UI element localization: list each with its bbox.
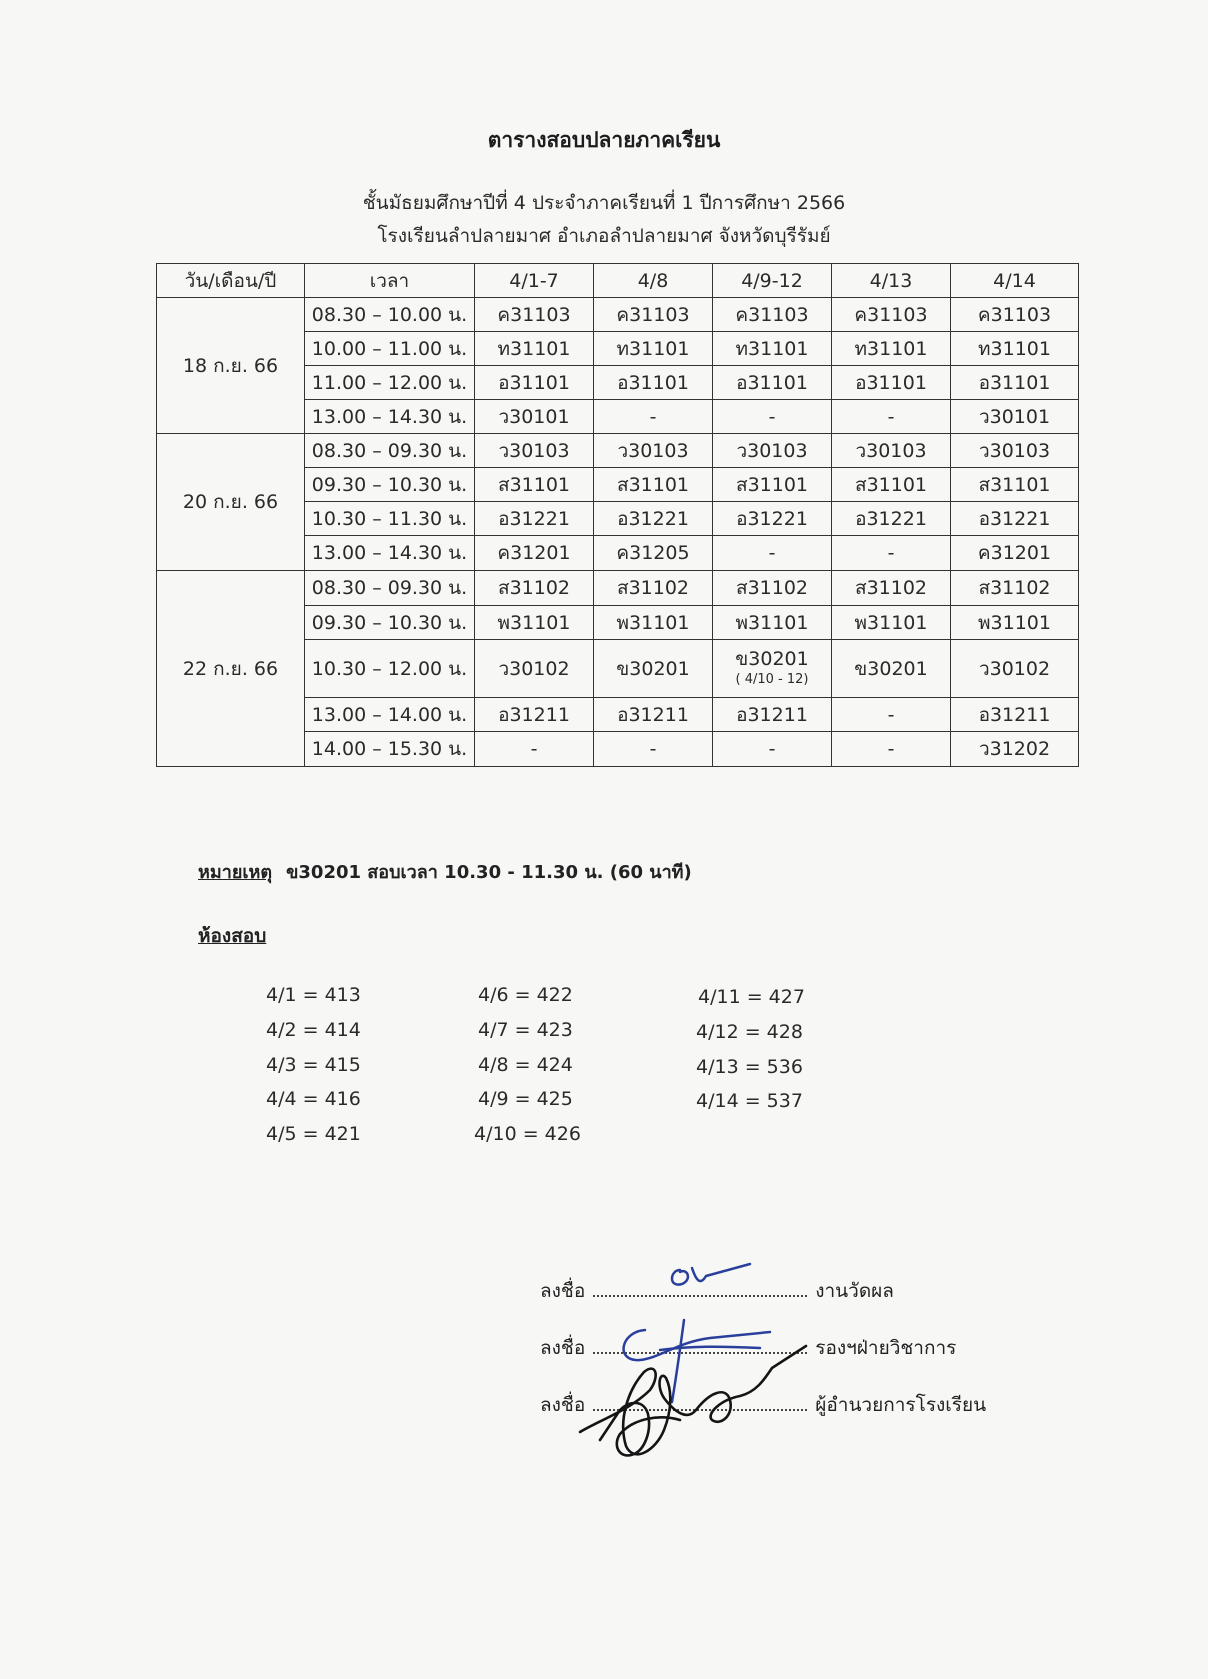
exam-time-cell: 11.00 – 12.00 น. [305, 366, 475, 400]
room-item: 4/13 = 536 [696, 1056, 803, 1078]
subject-code-cell: ท31101 [832, 332, 951, 366]
exam-time-cell: 08.30 – 09.30 น. [305, 571, 475, 606]
room-item: 4/7 = 423 [478, 1019, 573, 1041]
room-item: 4/8 = 424 [478, 1054, 573, 1076]
room-item: 4/1 = 413 [266, 984, 361, 1006]
subject-code-cell: อ31101 [713, 366, 832, 400]
subject-code-cell: ว30103 [832, 434, 951, 468]
exam-time-cell: 10.30 – 12.00 น. [305, 640, 475, 698]
header-time: เวลา [305, 264, 475, 298]
room-item: 4/4 = 416 [266, 1088, 361, 1110]
exam-time-cell: 09.30 – 10.30 น. [305, 468, 475, 502]
exam-date-cell: 18 ก.ย. 66 [157, 298, 305, 434]
exam-schedule-body [157, 298, 1079, 767]
subject-code-cell: ส31102 [951, 571, 1079, 606]
table-header-row [157, 264, 1079, 298]
subject-code-cell: ว30101 [475, 400, 594, 434]
subject-code-cell: - [713, 536, 832, 571]
subject-code-cell: อ31221 [832, 502, 951, 536]
subject-code-cell: ว30103 [951, 434, 1079, 468]
subject-code-cell: ส31102 [832, 571, 951, 606]
exam-time-cell: 10.30 – 11.30 น. [305, 502, 475, 536]
subject-code-cell: ข30201 [594, 640, 713, 698]
subject-code-cell: - [594, 732, 713, 767]
subject-code-cell: พ31101 [475, 606, 594, 640]
exam-time-cell: 13.00 – 14.00 น. [305, 698, 475, 732]
subject-code-cell: ค31103 [951, 298, 1079, 332]
subject-code-cell: ส31102 [594, 571, 713, 606]
subject-code-cell: ค31103 [713, 298, 832, 332]
exam-schedule-table [156, 263, 1079, 767]
handwritten-signatures [560, 1250, 980, 1480]
subject-code-cell: อ31221 [713, 502, 832, 536]
subject-code-cell: ค31103 [832, 298, 951, 332]
subject-code-cell: ว30101 [951, 400, 1079, 434]
room-item: 4/3 = 415 [266, 1054, 361, 1076]
subject-code-cell: อ31221 [475, 502, 594, 536]
subject-code-cell: ว30103 [594, 434, 713, 468]
subject-code-cell: ค31201 [475, 536, 594, 571]
subject-code-cell: พ31101 [951, 606, 1079, 640]
table-row [157, 298, 1079, 332]
header-class-4-9-12: 4/9-12 [713, 264, 832, 298]
exam-time-cell: 10.00 – 11.00 น. [305, 332, 475, 366]
exam-date-cell: 20 ก.ย. 66 [157, 434, 305, 571]
subject-code-cell: พ31101 [832, 606, 951, 640]
remark-text: ข30201 สอบเวลา 10.30 - 11.30 น. (60 นาที) [286, 862, 692, 883]
room-item: 4/5 = 421 [266, 1123, 361, 1145]
room-item: 4/12 = 428 [696, 1021, 803, 1043]
subject-code-cell: ว30103 [713, 434, 832, 468]
rooms-title: ห้องสอบ [198, 925, 267, 947]
page-title: ตารางสอบปลายภาคเรียน [487, 128, 721, 152]
header-date: วัน/เดือน/ปี [157, 264, 305, 298]
subject-code-cell: อ31211 [475, 698, 594, 732]
subject-code-cell: อ31211 [713, 698, 832, 732]
subject-code-cell: ท31101 [594, 332, 713, 366]
header-class-4-8: 4/8 [594, 264, 713, 298]
room-item: 4/9 = 425 [478, 1088, 573, 1110]
exam-time-cell: 14.00 – 15.30 น. [305, 732, 475, 767]
table-row [157, 571, 1079, 606]
subject-code-cell: ส31102 [713, 571, 832, 606]
header-class-4-1-7: 4/1-7 [475, 264, 594, 298]
subject-code-cell: - [832, 400, 951, 434]
subject-code-cell: ส31102 [475, 571, 594, 606]
subject-code-cell: ค31205 [594, 536, 713, 571]
subject-code-cell: อ31101 [594, 366, 713, 400]
signature-prefix: ลงชื่อ [540, 1280, 586, 1302]
subject-code-cell: พ31101 [713, 606, 832, 640]
subject-class-note: ( 4/10 - 12) [735, 671, 809, 687]
subject-code-cell: ส31101 [832, 468, 951, 502]
header-class-4-13: 4/13 [832, 264, 951, 298]
subject-code-cell: ท31101 [951, 332, 1079, 366]
remark [198, 857, 692, 886]
subject-code-cell: ส31101 [713, 468, 832, 502]
subject-code-cell: ค31103 [594, 298, 713, 332]
remark-label: หมายเหตุ [198, 862, 273, 883]
subject-code-cell: ส31101 [594, 468, 713, 502]
signature-prefix: ลงชื่อ [540, 1337, 586, 1359]
signature-role: รองฯฝ่ายวิชาการ [815, 1337, 957, 1359]
subject-code-cell: - [832, 732, 951, 767]
subject-code-cell: ค31201 [951, 536, 1079, 571]
room-item: 4/11 = 427 [698, 986, 805, 1008]
subject-code-cell: อ31211 [951, 698, 1079, 732]
subject-code-cell: อ31101 [832, 366, 951, 400]
subject-code-cell: ว30102 [951, 640, 1079, 698]
subject-code-cell: อ31101 [951, 366, 1079, 400]
subject-code-cell: ว31202 [951, 732, 1079, 767]
table-row [157, 434, 1079, 468]
subject-code-cell: ท31101 [713, 332, 832, 366]
room-item: 4/10 = 426 [474, 1123, 581, 1145]
room-item: 4/6 = 422 [478, 984, 573, 1006]
subject-code: ข30201 [735, 648, 809, 671]
signature-role: ผู้อำนวยการโรงเรียน [815, 1394, 987, 1416]
subject-code-cell: - [713, 732, 832, 767]
subject-code-cell: - [832, 536, 951, 571]
subject-code-cell: พ31101 [594, 606, 713, 640]
exam-time-cell: 09.30 – 10.30 น. [305, 606, 475, 640]
subtitle-grade-term: ชั้นมัธยมศึกษาปีที่ 4 ประจำภาคเรียนที่ 1 ปีการศึกษา 2566 [362, 192, 846, 214]
subject-code-cell: ว30102 [475, 640, 594, 698]
subject-code-cell: ข30201 [832, 640, 951, 698]
subject-code-cell: อ31101 [475, 366, 594, 400]
exam-time-cell: 08.30 – 10.00 น. [305, 298, 475, 332]
subject-code-cell: อ31221 [594, 502, 713, 536]
header-class-4-14: 4/14 [951, 264, 1079, 298]
subject-code-cell: - [713, 400, 832, 434]
subject-code-cell: อ31221 [951, 502, 1079, 536]
exam-date-cell: 22 ก.ย. 66 [157, 571, 305, 767]
subject-code-cell: - [832, 698, 951, 732]
exam-time-cell: 13.00 – 14.30 น. [305, 400, 475, 434]
subject-code-cell: ค31103 [475, 298, 594, 332]
subject-code-cell: ส31101 [475, 468, 594, 502]
subject-code-cell: - [594, 400, 713, 434]
subtitle-school: โรงเรียนลำปลายมาศ อำเภอลำปลายมาศ จังหวัดบุรีรัมย์ [377, 225, 831, 247]
subject-code-cell: อ31211 [594, 698, 713, 732]
subject-code-cell: - [475, 732, 594, 767]
signature-prefix: ลงชื่อ [540, 1394, 586, 1416]
signature-role: งานวัดผล [815, 1280, 894, 1302]
subject-code-cell: ท31101 [475, 332, 594, 366]
exam-time-cell: 13.00 – 14.30 น. [305, 536, 475, 571]
subject-code-cell: ว30103 [475, 434, 594, 468]
subject-code-cell: ส31101 [951, 468, 1079, 502]
subject-code-cell [713, 640, 832, 698]
exam-time-cell: 08.30 – 09.30 น. [305, 434, 475, 468]
room-item: 4/14 = 537 [696, 1090, 803, 1112]
room-item: 4/2 = 414 [266, 1019, 361, 1041]
